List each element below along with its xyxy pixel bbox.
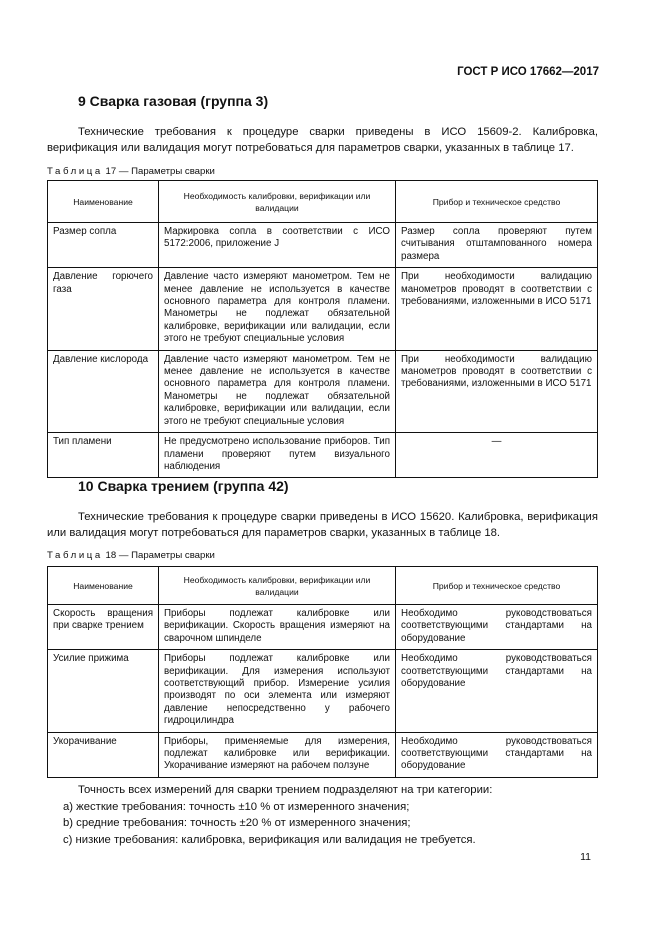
column-header: Необходимость калибровки, верификации или валидации xyxy=(159,567,396,605)
page-number: 11 xyxy=(580,851,591,863)
cell: Укорачивание xyxy=(48,732,159,777)
column-header: Необходимость калибровки, верификации или валидации xyxy=(159,181,396,223)
cell: Необходимо руководствоваться соответствующими стандартами на оборудование xyxy=(396,650,598,732)
cell: Маркировка сопла в соответствии с ИСО 5172:2006, приложение J xyxy=(159,223,396,268)
accuracy-intro: Точность всех измерений для сварки трением подразделяют на три категории: xyxy=(78,784,493,796)
table-row xyxy=(48,732,598,777)
table-row xyxy=(48,605,598,650)
cell: Приборы подлежат калибровке или верификации. Для измерения используют соответствующий прибор. Измерение усилия производят по оси элемента или измеряют давление непосредственно у рабочего гидроцилиндра xyxy=(159,650,396,732)
caption-rest: 17 — Параметры сварки xyxy=(102,166,215,177)
cell: Необходимо руководствоваться соответствующими стандартами на оборудование xyxy=(396,605,598,650)
list-item: b) средние требования: точность ±20 % от измеренного значения; xyxy=(63,817,411,829)
caption-rest: 18 — Параметры сварки xyxy=(102,550,215,561)
cell: Размер сопла проверяют путем считывания отштампованного номера размера xyxy=(396,223,598,268)
cell: Давление кислорода xyxy=(48,350,159,432)
table-18 xyxy=(47,566,598,778)
table-row xyxy=(48,268,598,350)
cell: Необходимо руководствоваться соответствующими стандартами на оборудование xyxy=(396,732,598,777)
document-header: ГОСТ Р ИСО 17662—2017 xyxy=(457,66,599,78)
cell: Давление часто измеряют манометром. Тем не менее давление не используется в качестве основного параметра для контроля пламени. Манометры не подлежат обязательной калибровке, верификации или валидации, если этого не требуют специальные условия xyxy=(159,350,396,432)
section-10-title: 10 Сварка трением (группа 42) xyxy=(78,478,289,494)
cell: Приборы подлежат калибровке или верификации. Скорость вращения измеряют на сварочном шпинделе xyxy=(159,605,396,650)
table-18-caption xyxy=(47,550,215,561)
table-row xyxy=(48,350,598,432)
column-header: Прибор и техническое средство xyxy=(396,567,598,605)
cell: Размер сопла xyxy=(48,223,159,268)
caption-word: Таблица xyxy=(47,550,103,561)
cell: Давление часто измеряют манометром. Тем не менее давление не используется в качестве основного параметра для контроля пламени. Манометры не подлежат обязательной калибровке, верификации или валидации, если этого не требуют специальные условия xyxy=(159,268,396,350)
table-row xyxy=(48,650,598,732)
table-row xyxy=(48,223,598,268)
list-item: c) низкие требования: калибровка, верификация или валидация не требуется. xyxy=(63,833,476,846)
column-header: Наименование xyxy=(48,567,159,605)
cell: Усилие прижима xyxy=(48,650,159,732)
list-item: a) жесткие требования: точность ±10 % от измеренного значения; xyxy=(63,800,410,813)
cell: При необходимости валидацию манометров проводят в соответствии с требованиями, изложенными в ИСО 5171 xyxy=(396,350,598,432)
caption-word: Таблица xyxy=(47,166,103,177)
table-row xyxy=(48,433,598,478)
cell: Давление горючего газа xyxy=(48,268,159,350)
table-17-caption xyxy=(47,166,215,177)
accuracy-list xyxy=(63,782,493,848)
section-9-paragraph: Технические требования к процедуре сварки приведены в ИСО 15609-2. Калибровка, верификация или валидация могут потребоваться для параметров сварки, указанных в таблице 17. xyxy=(47,126,598,154)
table-17 xyxy=(47,180,598,478)
section-10-paragraph: Технические требования к процедуре сварки приведены в ИСО 15620. Калибровка, верификация или валидация могут потребоваться для параметров сварки, указанных в таблице 18. xyxy=(47,511,598,539)
cell: Скорость вращения при сварке трением xyxy=(48,605,159,650)
column-header: Прибор и техническое средство xyxy=(396,181,598,223)
cell: Приборы, применяемые для измерения, подлежат калибровке или верификации. Укорачивание измеряют на рабочем ползуне xyxy=(159,732,396,777)
cell: Тип пламени xyxy=(48,433,159,478)
cell: — xyxy=(396,433,598,478)
column-header: Наименование xyxy=(48,181,159,223)
section-9-title: 9 Сварка газовая (группа 3) xyxy=(78,93,269,109)
cell: При необходимости валидацию манометров проводят в соответствии с требованиями, изложенными в ИСО 5171 xyxy=(396,268,598,350)
cell: Не предусмотрено использование приборов. Тип пламени проверяют путем визуального наблюдения xyxy=(159,433,396,478)
